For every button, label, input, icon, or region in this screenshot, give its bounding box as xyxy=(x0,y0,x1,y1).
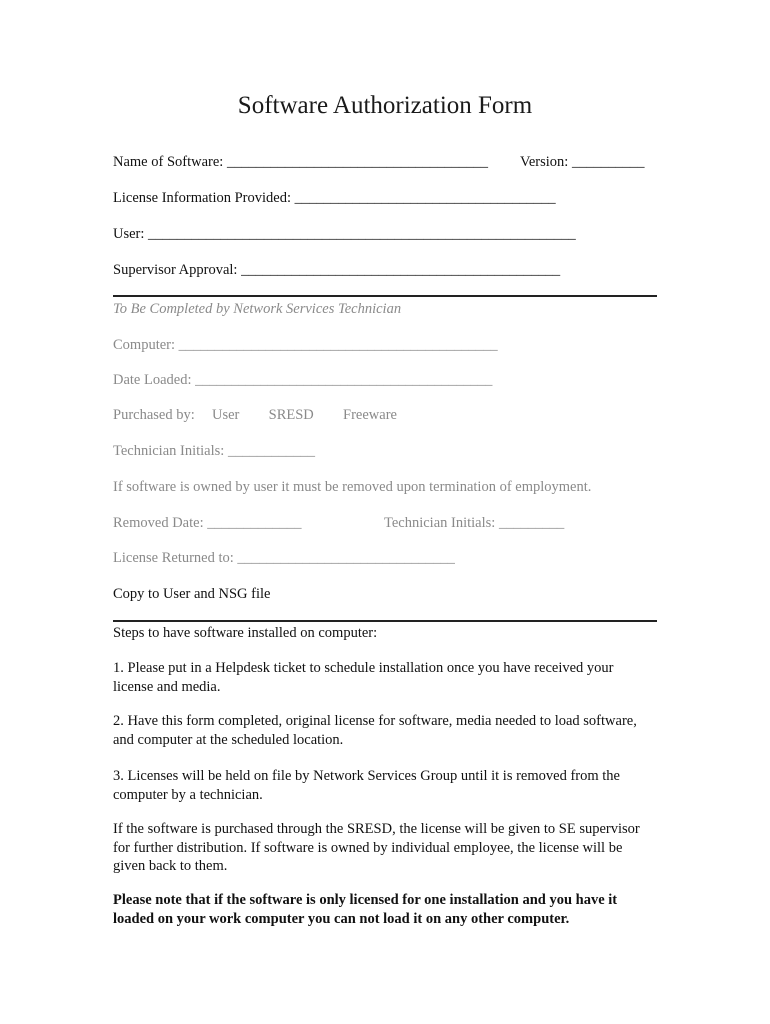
computer-field[interactable]: Computer: ____________________________________________ xyxy=(113,337,498,353)
license-returned-field[interactable]: License Returned to: ______________________________ xyxy=(113,550,455,566)
step-2: 2. Have this form completed, original license for software, media needed to load software, and computer at the scheduled location. xyxy=(113,713,637,748)
software-name-field[interactable]: Name of Software: ____________________________________ xyxy=(113,154,488,170)
copy-note: Copy to User and NSG file xyxy=(113,586,271,602)
purchased-option-sresd[interactable]: SRESD xyxy=(268,407,314,423)
step-3: 3. Licenses will be held on file by Network Services Group until it is removed from the computer by a technician. xyxy=(113,768,620,803)
purchased-by-label: Purchased by: xyxy=(113,407,195,423)
section-divider-top xyxy=(113,295,657,297)
technician-initials-field-2[interactable]: Technician Initials: _________ xyxy=(384,515,565,531)
section-divider-bottom xyxy=(113,620,657,622)
purchased-by-row xyxy=(113,406,397,424)
sresd-note: If the software is purchased through the SRESD, the license will be given to SE supervisor for further distribution. If software is owned by individual employee, the license will be given back to them. xyxy=(113,821,640,874)
ownership-note: If software is owned by user it must be removed upon termination of employment. xyxy=(113,479,592,495)
steps-heading: Steps to have software installed on computer: xyxy=(113,625,378,641)
technician-initials-field[interactable]: Technician Initials: ____________ xyxy=(113,443,315,459)
technician-section-heading: To Be Completed by Network Services Technician xyxy=(113,301,402,317)
user-field[interactable]: User: ___________________________________________________________ xyxy=(113,226,576,242)
step-1: 1. Please put in a Helpdesk ticket to schedule installation once you have received your license and media. xyxy=(113,660,614,695)
form-title: Software Authorization Form xyxy=(237,92,533,119)
license-info-field[interactable]: License Information Provided: ____________________________________ xyxy=(113,190,556,206)
purchased-option-user[interactable]: User xyxy=(212,407,240,423)
version-field[interactable]: Version: __________ xyxy=(520,154,645,170)
supervisor-approval-field[interactable]: Supervisor Approval: ____________________________________________ xyxy=(113,262,561,278)
single-install-warning: Please note that if the software is only licensed for one installation and you have it loaded on your work computer you can not load it on any other computer. xyxy=(113,892,618,927)
date-loaded-field[interactable]: Date Loaded: _________________________________________ xyxy=(113,372,493,388)
purchased-option-freeware[interactable]: Freeware xyxy=(343,407,397,423)
removed-date-field[interactable]: Removed Date: _____________ xyxy=(113,515,302,531)
